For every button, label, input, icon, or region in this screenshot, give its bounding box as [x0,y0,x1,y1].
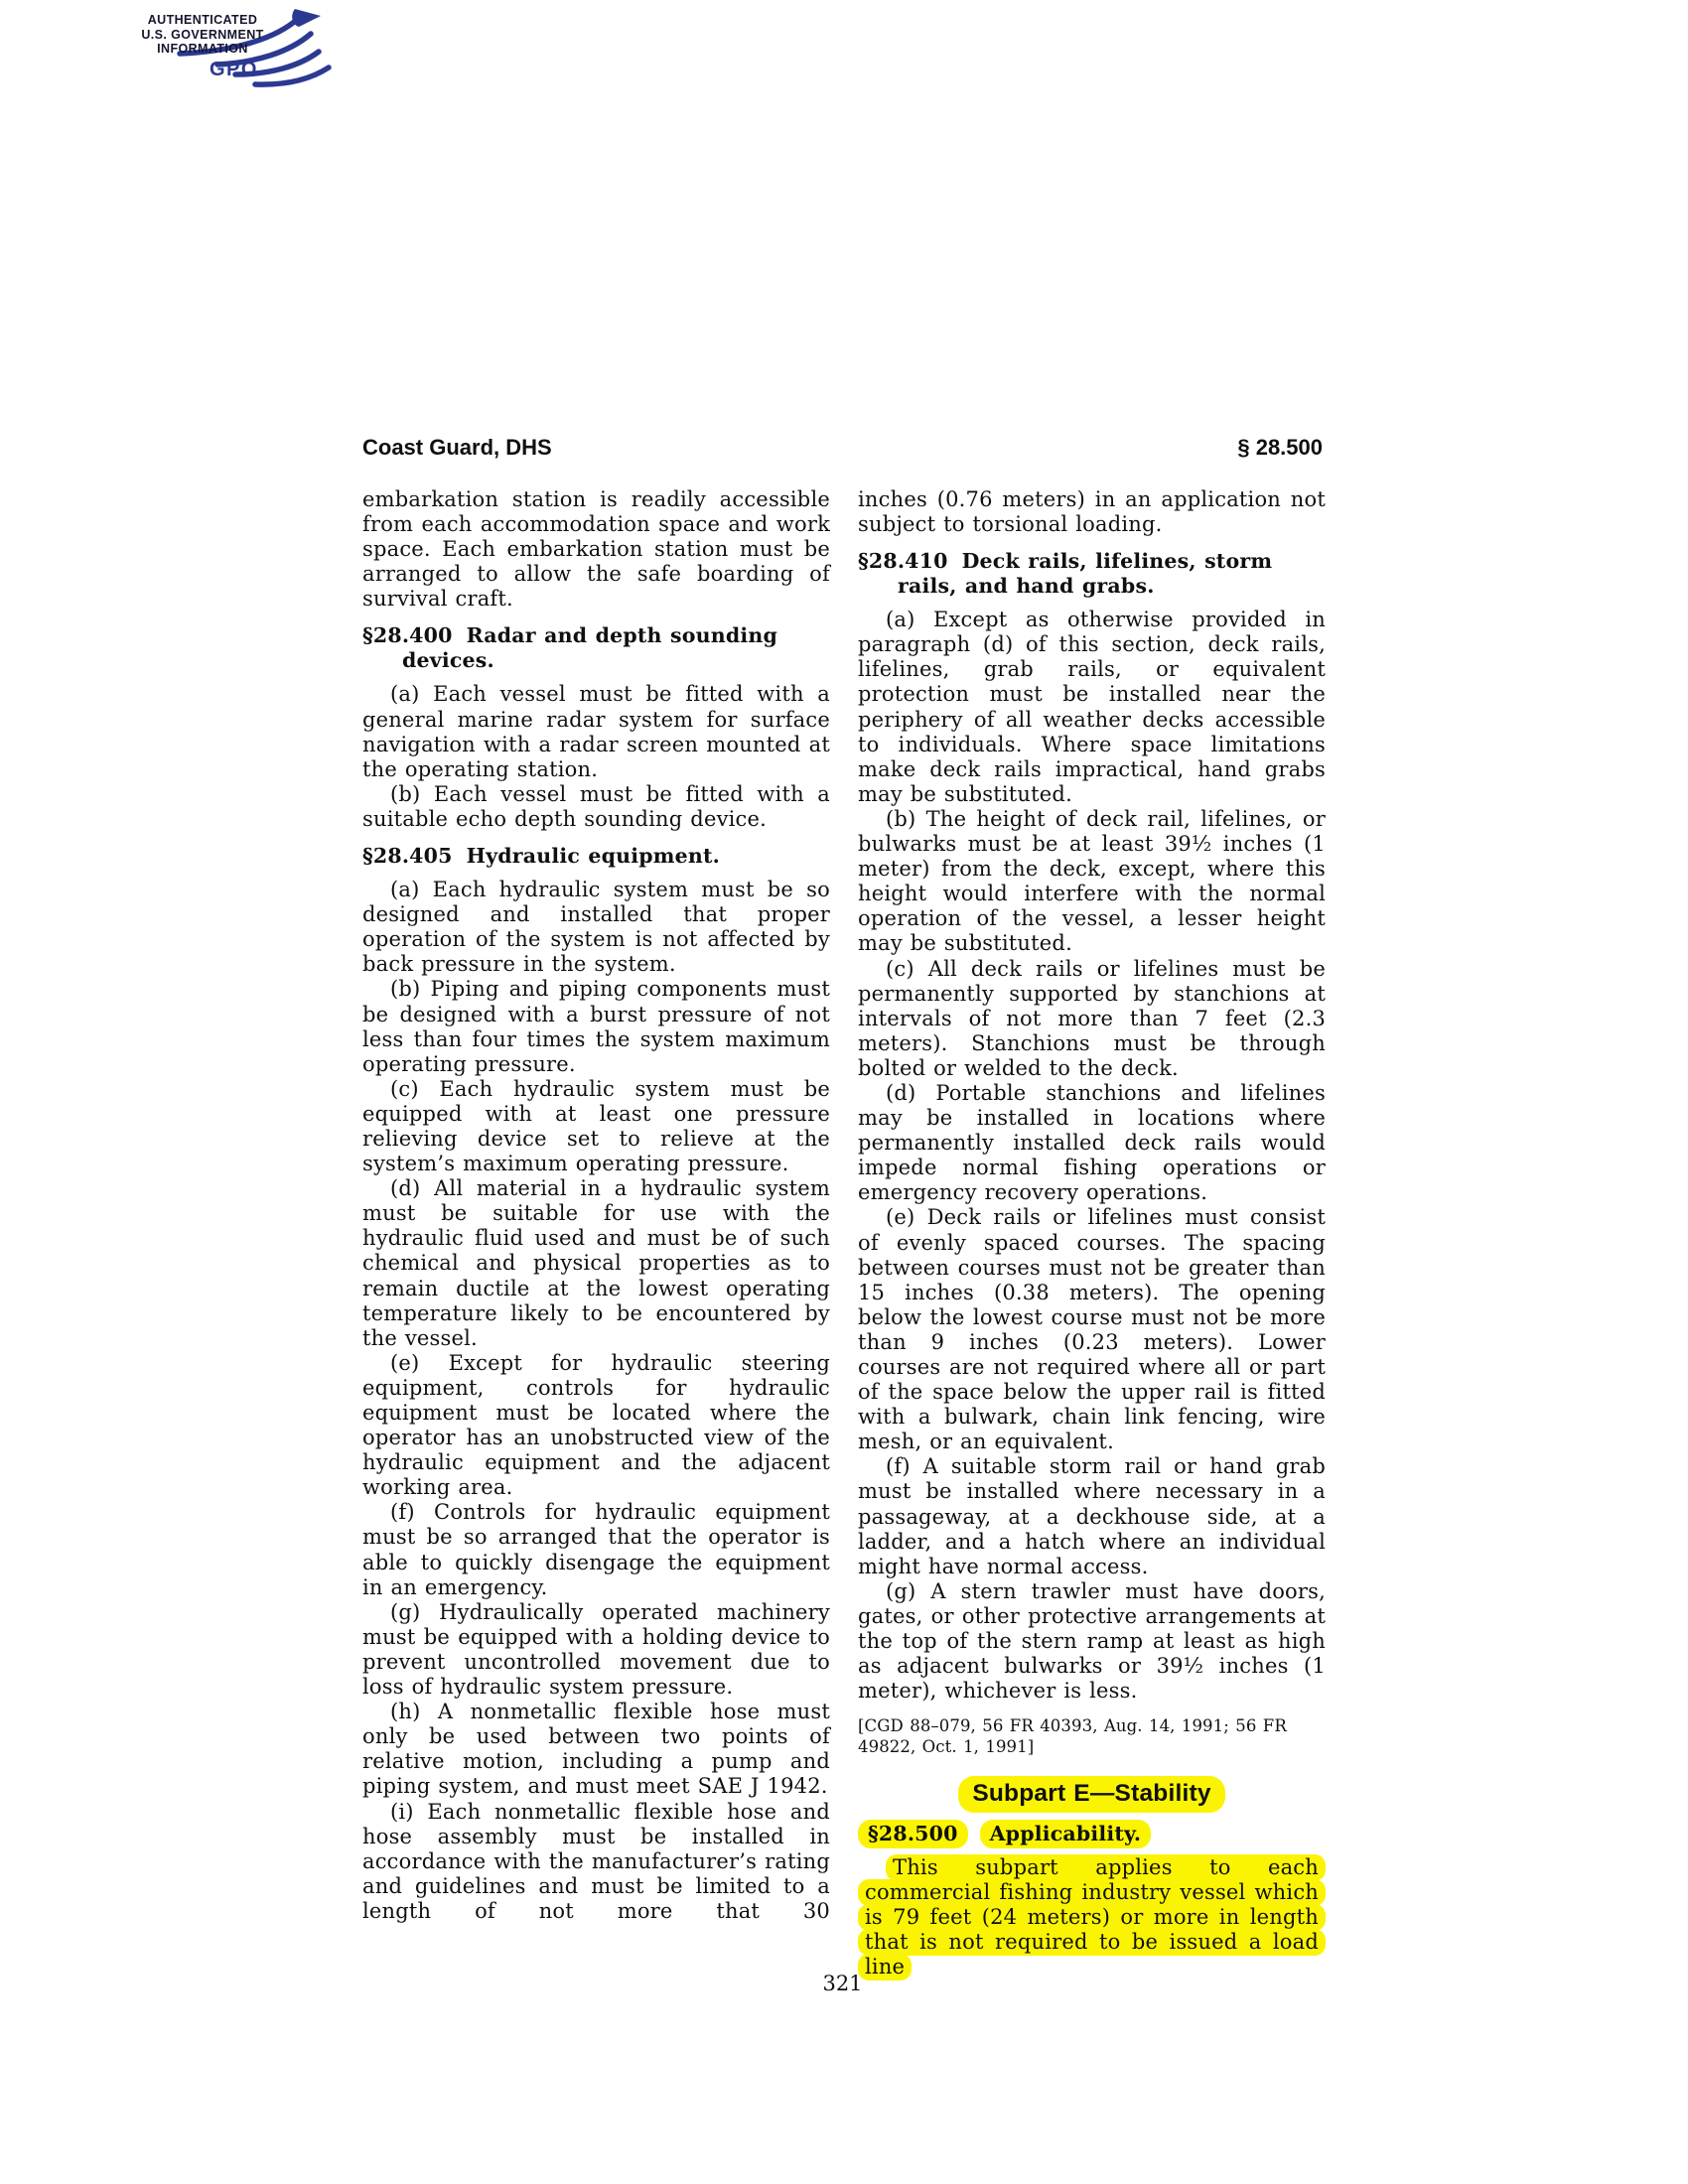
section-heading-highlighted [858,1822,1326,1846]
subpart-heading [858,1781,1326,1807]
paragraph: (d) Portable stanchions and lifelines may be installed in locations where permanently installed deck rails would impede normal fishing operations or emergency recovery operations. [858,1080,1326,1205]
section-title-highlight: Applicability. [980,1820,1152,1848]
section-number: §28.410 [858,549,948,574]
section-title: Deck rails, lifelines, storm rails, and hand grabs. [898,549,1273,599]
paragraph-continuation: embarkation station is readily accessible from each accommodation space and work space. Each embarkation station must be arranged to allow the safe boarding of survival craft. [362,487,830,612]
paragraph: (i) Each nonmetallic flexible hose and hose assembly must be installed in accordance with the manufacturer’s rating and guidelines and must be limited to a length of not more that 30 [362,1799,830,1923]
paragraph: (g) A stern trawler must have doors, gates, or other protective arrangements at the top of the stern ramp at least as high as adjacent bulwarks or 39½ inches (1 meter), whichever is less. [858,1578,1326,1704]
running-head-title: Coast Guard, DHS [362,435,552,460]
gpo-text-line: AUTHENTICATED [147,13,258,27]
gpo-text-line: INFORMATION [157,42,248,56]
paragraph-continuation: inches (0.76 meters) in an application not subject to torsional loading. [858,487,1326,537]
section-number-highlight: §28.500 [858,1820,968,1848]
running-head [362,435,1323,461]
section-heading [362,844,830,869]
paragraph: (a) Each hydraulic system must be so designed and installed that proper operation of the system is not affected by back pressure in the system. [362,878,830,977]
section-heading [858,549,1326,599]
paragraph: (c) Each hydraulic system must be equipped with at least one pressure relieving device set to relieve at the system’s maximum operating pressure. [362,1076,830,1176]
paragraph: (b) Each vessel must be fitted with a suitable echo depth sounding device. [362,781,830,831]
gpo-authenticated-text [124,13,281,57]
page-number: 321 [822,1972,863,1995]
section-title: Radar and depth sounding devices. [402,623,777,673]
paragraph: (c) All deck rails or lifelines must be permanently supported by stanchions at intervals of not more than 7 feet (2.3 meters). Stanchions must be through bolted or welded to the deck. [858,956,1326,1080]
paragraph: (e) Except for hydraulic steering equipment, controls for hydraulic equipment must be located where the operator has an unobstructed view of the hydraulic equipment and the adjacent working area. [362,1350,830,1500]
paragraph: (g) Hydraulically operated machinery must be equipped with a holding device to prevent uncontrolled movement due to loss of hydraulic system pressure. [362,1599,830,1700]
paragraph: (e) Deck rails or lifelines must consist of evenly spaced courses. The spacing between courses must not be greater than 15 inches (0.38 meters). The opening below the lowest course must not be more than 9 inches (0.23 meters). Lower courses are not required where all or part of the space below the upper rail is fitted with a bulwark, chain link fencing, wire mesh, or an equivalent. [858,1205,1326,1454]
highlighted-text: This subpart applies to each commercial fishing industry vessel which is 79 feet (24 meters) or more in length that is not required to be issued a load line [858,1854,1326,1980]
source-citation: [CGD 88–079, 56 FR 40393, Aug. 14, 1991; 56 FR 49822, Oct. 1, 1991] [858,1716,1287,1757]
paragraph: (h) A nonmetallic flexible hose must only be used between two points of relative motion, including a pump and piping system, and must meet SAE J 1942. [362,1700,830,1799]
paragraph: (b) The height of deck rail, lifelines, or bulwarks must be at least 39½ inches (1 meter) from the deck, except, where this height would interfere with the normal operation of the vessel, a lesser height may be substituted. [858,806,1326,956]
left-column [362,487,830,1924]
section-title: Hydraulic equipment. [466,844,721,869]
gpo-authentication-logo [124,4,362,89]
paragraph: (f) A suitable storm rail or hand grab must be installed where necessary in a passageway, at a deckhouse side, at a ladder, and a hatch where an individual might have normal access. [858,1454,1326,1578]
paragraph: (a) Each vessel must be fitted with a general marine radar system for surface navigation with a radar screen mounted at the operating station. [362,682,830,781]
section-number: §28.400 [362,623,453,648]
paragraph: (b) Piping and piping components must be designed with a burst pressure of not less than four times the system maximum operating pressure. [362,977,830,1076]
section-heading [362,623,830,673]
paragraph: (d) All material in a hydraulic system must be suitable for use with the hydraulic fluid used and must be of such chemical and physical properties as to remain ductile at the lowest operating temperature likely to be encountered by the vessel. [362,1176,830,1350]
section-number: §28.405 [362,844,453,869]
running-head-section: § 28.500 [1237,435,1323,460]
paragraph: (a) Except as otherwise provided in paragraph (d) of this section, deck rails, lifelines, grab rails, or equivalent protection must be installed near the periphery of all weather decks accessible to individuals. Where space limitations make deck rails impractical, hand grabs may be substituted. [858,608,1326,806]
gpo-acronym: GPO [210,59,258,80]
paragraph: (f) Controls for hydraulic equipment must be so arranged that the operator is able to quickly disengage the equipment in an emergency. [362,1500,830,1599]
gpo-text-line: U.S. GOVERNMENT [141,27,264,42]
paragraph-highlighted [858,1855,1326,1979]
subpart-highlight: Subpart E—Stability [958,1776,1224,1813]
right-column [858,487,1326,1979]
